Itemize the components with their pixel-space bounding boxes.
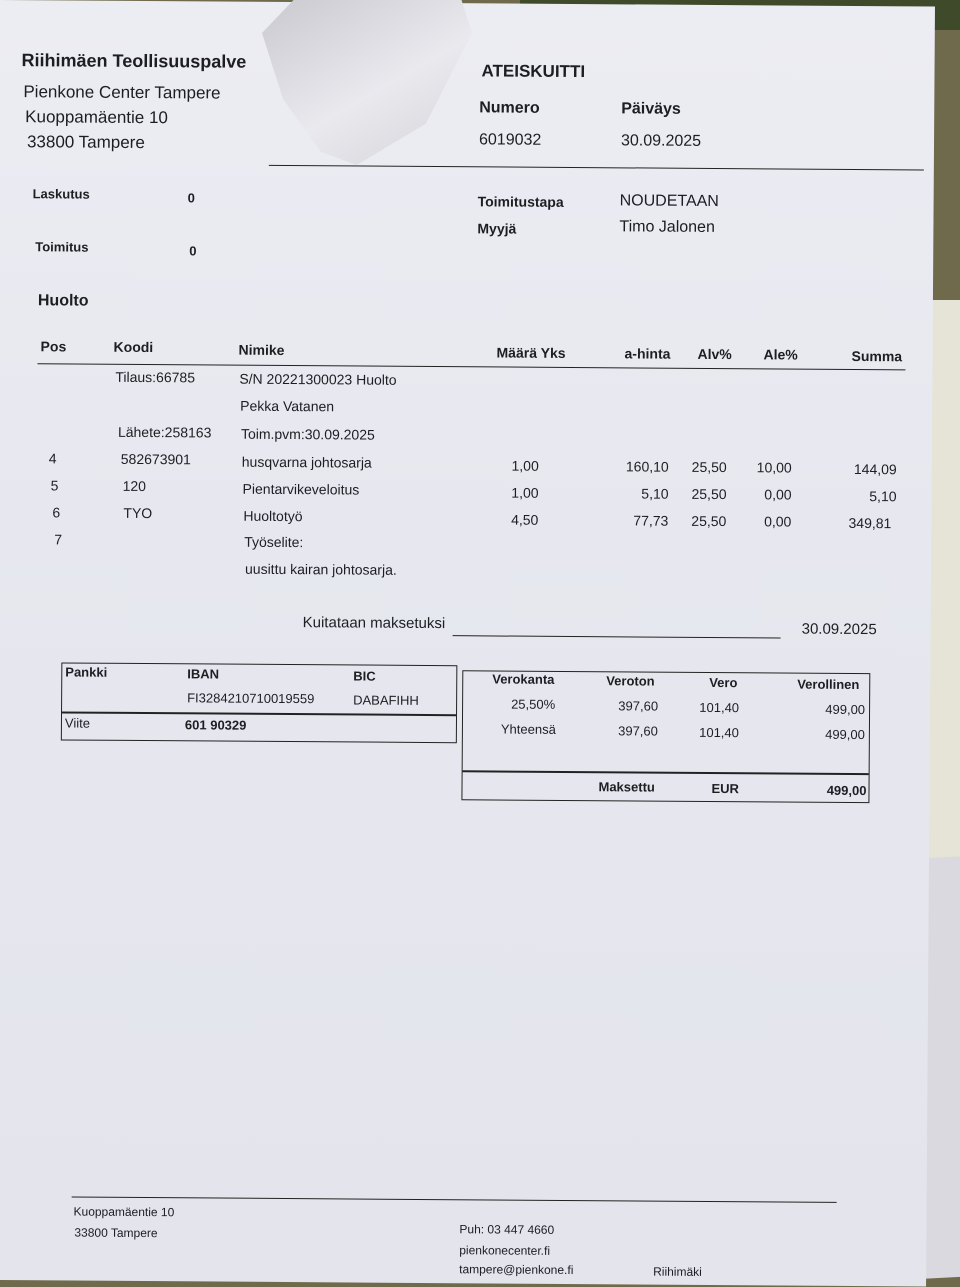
tax-total-gross: 499,00 bbox=[825, 726, 865, 743]
tilaus-code: Tilaus:66785 bbox=[115, 368, 196, 386]
row-koodi: 582673901 bbox=[120, 450, 191, 468]
reference-label: Viite bbox=[64, 715, 91, 731]
row-maara: 1,00 bbox=[511, 457, 539, 474]
serial-line: S/N 20221300023 Huolto bbox=[239, 370, 397, 388]
tax-total-amount: 101,40 bbox=[699, 724, 739, 741]
myyja-value: Timo Jalonen bbox=[619, 218, 715, 236]
tax-gross-value: 499,00 bbox=[825, 701, 866, 718]
toimitustapa-value: NOUDETAAN bbox=[619, 192, 719, 211]
paid-amount: 499,00 bbox=[826, 782, 867, 799]
col-alv: Alv% bbox=[697, 345, 732, 363]
row-alv: 25,50 bbox=[691, 512, 727, 530]
row-koodi: TYO bbox=[123, 504, 153, 522]
tax-total-label: Yhteensä bbox=[500, 721, 556, 737]
iban-label: IBAN bbox=[187, 666, 220, 682]
doc-date: 30.09.2025 bbox=[620, 132, 702, 150]
row-ahinta: 160,10 bbox=[625, 458, 669, 475]
row-ale: 10,00 bbox=[756, 459, 792, 476]
number-label: Numero bbox=[479, 99, 540, 117]
tax-gross-header: Verollinen bbox=[797, 676, 860, 693]
tax-amount-header: Vero bbox=[709, 674, 738, 691]
col-nimike: Nimike bbox=[238, 341, 285, 358]
tax-amount-value: 101,40 bbox=[699, 699, 740, 716]
row-pos: 4 bbox=[48, 450, 57, 467]
company-postal: 33800 Tampere bbox=[26, 132, 145, 153]
col-pos: Pos bbox=[40, 338, 67, 355]
laskutus-label: Laskutus bbox=[32, 186, 90, 202]
footer-divider bbox=[72, 1197, 837, 1203]
header-divider bbox=[269, 165, 924, 171]
paid-currency: EUR bbox=[711, 780, 740, 797]
footer-street: Kuoppamäentie 10 bbox=[73, 1204, 175, 1220]
row-nimike: Pientarvikeveloitus bbox=[242, 480, 360, 498]
row-pos: 6 bbox=[52, 504, 61, 521]
lahete-code: Lähete:258163 bbox=[117, 423, 212, 441]
iban-value: FI3284210710019559 bbox=[187, 690, 315, 707]
row-ale: 0,00 bbox=[764, 513, 792, 530]
row-nimike: husqvarna johtosarja bbox=[241, 453, 372, 471]
laskutus-value: 0 bbox=[187, 190, 195, 206]
company-street: Kuoppamäentie 10 bbox=[25, 107, 168, 128]
row-pos: 7 bbox=[54, 531, 63, 548]
tax-rate-header: Verokanta bbox=[492, 671, 555, 687]
reference-value: 601 90329 bbox=[184, 717, 247, 733]
section-title: Huolto bbox=[37, 292, 89, 310]
row-ahinta: 77,73 bbox=[633, 512, 669, 529]
tax-total-net: 397,60 bbox=[618, 723, 658, 739]
row-ale: 0,00 bbox=[764, 486, 792, 503]
doc-title: ATEISKUITTI bbox=[481, 61, 586, 82]
bic-value: DABAFIHH bbox=[353, 692, 419, 708]
col-koodi: Koodi bbox=[113, 338, 154, 356]
row-ahinta: 5,10 bbox=[641, 485, 669, 502]
row-maara: 4,50 bbox=[511, 511, 539, 528]
footer-postal: 33800 Tampere bbox=[74, 1225, 158, 1241]
toimitus-label: Toimitus bbox=[35, 239, 89, 255]
tax-rate-value: 25,50% bbox=[511, 696, 556, 712]
delivery-date: Toim.pvm:30.09.2025 bbox=[240, 425, 375, 443]
row-summa: 144,09 bbox=[853, 460, 897, 478]
customer-name: Pekka Vatanen bbox=[240, 397, 335, 415]
tax-net-value: 397,60 bbox=[618, 698, 659, 714]
tax-net-header: Veroton bbox=[606, 673, 655, 689]
row-koodi: 120 bbox=[122, 477, 147, 495]
toimitustapa-label: Toimitustapa bbox=[477, 193, 564, 210]
doc-number: 6019032 bbox=[478, 131, 542, 149]
myyja-label: Myyjä bbox=[477, 220, 517, 237]
footer-email: tampere@pienkone.fi bbox=[459, 1262, 574, 1278]
work-description: uusittu kairan johtosarja. bbox=[244, 560, 397, 578]
col-maara: Määrä Yks bbox=[496, 344, 566, 361]
footer-web: pienkonecenter.fi bbox=[459, 1243, 551, 1258]
col-summa: Summa bbox=[851, 347, 903, 365]
receipt-date: 30.09.2025 bbox=[801, 620, 877, 639]
paid-receipt-label: Kuitataan maksetuksi bbox=[302, 614, 446, 633]
signature-line bbox=[453, 635, 781, 638]
footer-city: Riihimäki bbox=[653, 1264, 702, 1279]
company-name: Riihimäen Teollisuuspalve bbox=[21, 50, 247, 72]
row-summa: 349,81 bbox=[848, 514, 892, 532]
bank-label: Pankki bbox=[65, 664, 108, 680]
row-alv: 25,50 bbox=[691, 485, 727, 503]
col-ahinta: a-hinta bbox=[624, 345, 671, 362]
company-branch: Pienkone Center Tampere bbox=[23, 82, 221, 103]
row-alv: 25,50 bbox=[691, 458, 727, 476]
footer-phone: Puh: 03 447 4660 bbox=[459, 1222, 555, 1237]
row-nimike: Huoltotyö bbox=[243, 507, 303, 525]
row-maara: 1,00 bbox=[511, 484, 539, 501]
paid-label: Maksettu bbox=[598, 779, 655, 795]
row-nimike: Työselite: bbox=[244, 533, 304, 551]
toimitus-value: 0 bbox=[189, 243, 197, 259]
row-pos: 5 bbox=[50, 477, 59, 494]
row-summa: 5,10 bbox=[869, 488, 897, 505]
col-ale: Ale% bbox=[763, 346, 798, 363]
date-label: Päiväys bbox=[621, 100, 681, 118]
bic-label: BIC bbox=[353, 668, 376, 684]
